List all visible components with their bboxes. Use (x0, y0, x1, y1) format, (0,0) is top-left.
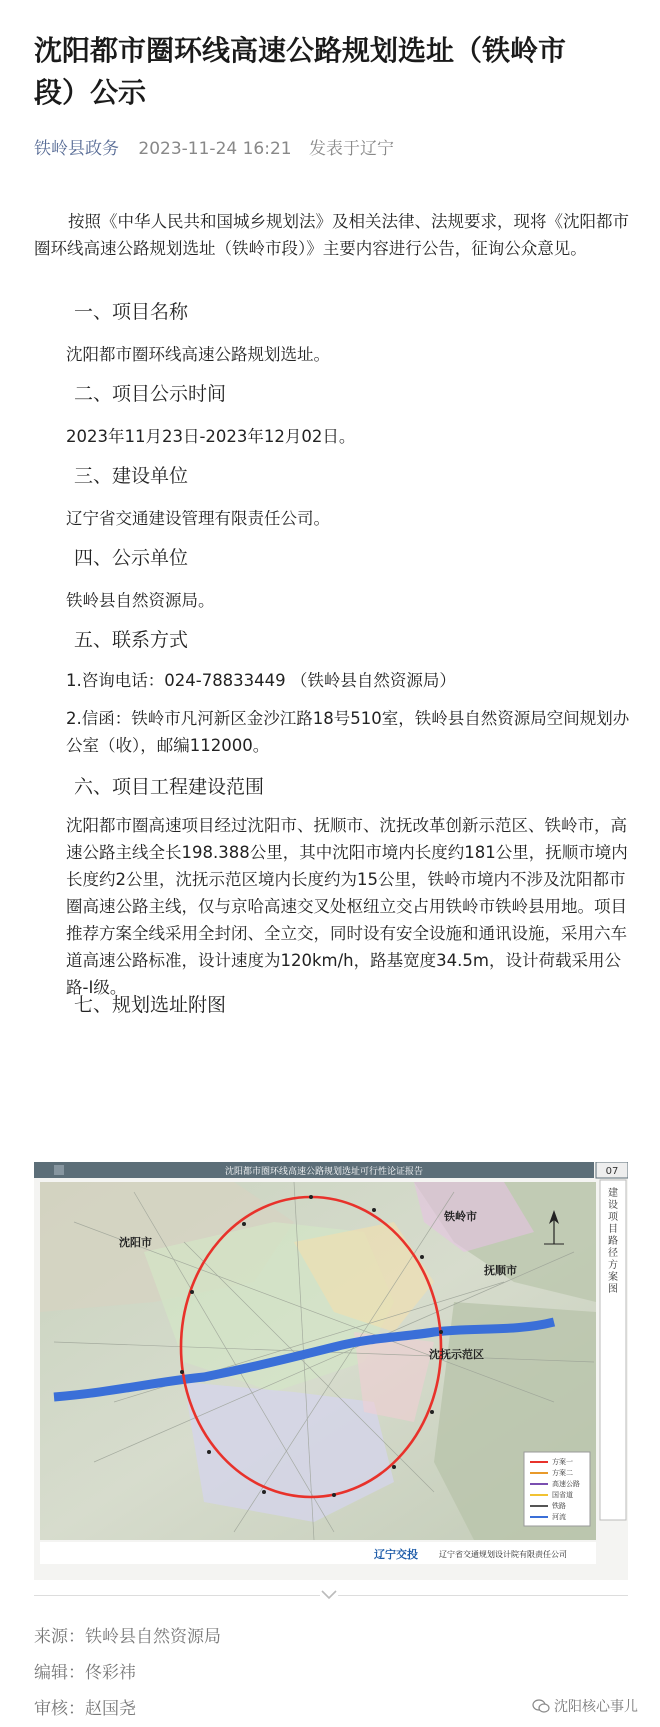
intro-paragraph: 按照《中华人民共和国城乡规划法》及相关法律、法规要求，现将《沈阳都市圈环线高速公路规划选址（铁岭市段）》主要内容进行公告，征询公众意见。 (34, 212, 629, 258)
article-title: 沈阳都市圈环线高速公路规划选址（铁岭市 段）公示 (34, 34, 567, 109)
footer-source: 来源：铁岭县自然资源局 (34, 1627, 221, 1647)
side-title-char: 建 (608, 1188, 618, 1199)
section-body-3: 辽宁省交通建设管理有限责任公司。 (66, 509, 330, 528)
section-heading-5: 五、联系方式 (74, 629, 189, 651)
section-body-4: 铁岭县自然资源局。 (66, 591, 215, 610)
section-heading-4: 四、公示单位 (74, 547, 189, 569)
map-footer-logo: 辽宁交投 (374, 1548, 418, 1561)
wechat-icon (532, 1698, 550, 1714)
watermark (532, 1696, 638, 1716)
section-heading-2: 二、项目公示时间 (74, 383, 227, 405)
side-title-char: 路 (608, 1236, 618, 1247)
side-title-char: 案 (608, 1272, 618, 1283)
section-heading-1: 一、项目名称 (74, 301, 189, 323)
section-body-6: 沈阳都市圈高速项目经过沈阳市、抚顺市、沈抚改革创新示范区、铁岭市，高速公路主线全长198.388公里，其中沈阳市境内长度约181公里，抚顺市境内长度约2公里，沈抚示范区境内长度约为15公里，铁岭市境内不涉及沈阳都市圈高速公路主线，仅与京哈高速交叉处枢纽立交占用铁岭市铁岭县用地。项目推荐方案全线采用全封闭、全立交，同时设有安全设施和通讯设施，采用六车道高速公路标准，设计速度为120km/h，路基宽度34.5m，设计荷载采用公路-Ⅰ级。 (66, 816, 628, 997)
legend-label: 方案一 (552, 1458, 573, 1466)
label-tieling: 铁岭市 (444, 1210, 477, 1223)
label-fushun: 抚顺市 (484, 1264, 517, 1277)
contact-phone: 1.咨询电话：024-78833449 （铁岭县自然资源局） (66, 671, 456, 690)
publish-location: 发表于辽宁 (309, 139, 395, 159)
section-body-1: 沈阳都市圈环线高速公路规划选址。 (66, 345, 330, 364)
section-heading-3: 三、建设单位 (74, 465, 189, 487)
footer-reviewer: 审核：赵国尧 (34, 1699, 136, 1719)
legend-label: 方案二 (552, 1469, 573, 1477)
publish-time: 2023-11-24 16:21 (138, 139, 292, 159)
side-title-char: 目 (608, 1224, 618, 1235)
watermark-text: 沈阳核心事儿 (554, 1699, 638, 1715)
legend-label: 国省道 (552, 1491, 573, 1499)
side-title-char: 径 (608, 1248, 618, 1259)
route-map-figure (34, 1162, 628, 1580)
article-meta (34, 134, 394, 159)
account-name-link[interactable]: 铁岭县政务 (34, 139, 119, 159)
legend-label: 高速公路 (552, 1480, 580, 1488)
map-side-title (608, 1186, 619, 1295)
label-shenyang: 沈阳市 (119, 1236, 152, 1249)
side-title-char: 项 (608, 1212, 618, 1223)
section-heading-7: 七、规划选址附图 (74, 994, 227, 1016)
footer-editor: 编辑：佟彩祎 (34, 1663, 136, 1683)
map-footer-company: 辽宁省交通规划设计院有限责任公司 (439, 1550, 567, 1559)
side-title-char: 方 (608, 1260, 618, 1271)
map-header-text: 沈阳都市圈环线高速公路规划选址可行性论证报告 (224, 1167, 424, 1177)
chevron-down-icon (320, 1588, 338, 1602)
contact-mail: 2.信函：铁岭市凡河新区金沙江路18号510室，铁岭县自然资源局空间规划办公室（收），邮编112000。 (66, 709, 630, 755)
section-body-2: 2023年11月23日-2023年12月02日。 (66, 427, 356, 446)
side-title-char: 图 (608, 1284, 618, 1295)
section-heading-6: 六、项目工程建设范围 (74, 776, 265, 798)
label-shenfu: 沈抚示范区 (429, 1348, 484, 1361)
side-title-char: 设 (608, 1200, 618, 1211)
legend-label: 河流 (552, 1513, 566, 1521)
map-page-number: 07 (605, 1166, 619, 1177)
legend-label: 铁路 (552, 1502, 566, 1510)
